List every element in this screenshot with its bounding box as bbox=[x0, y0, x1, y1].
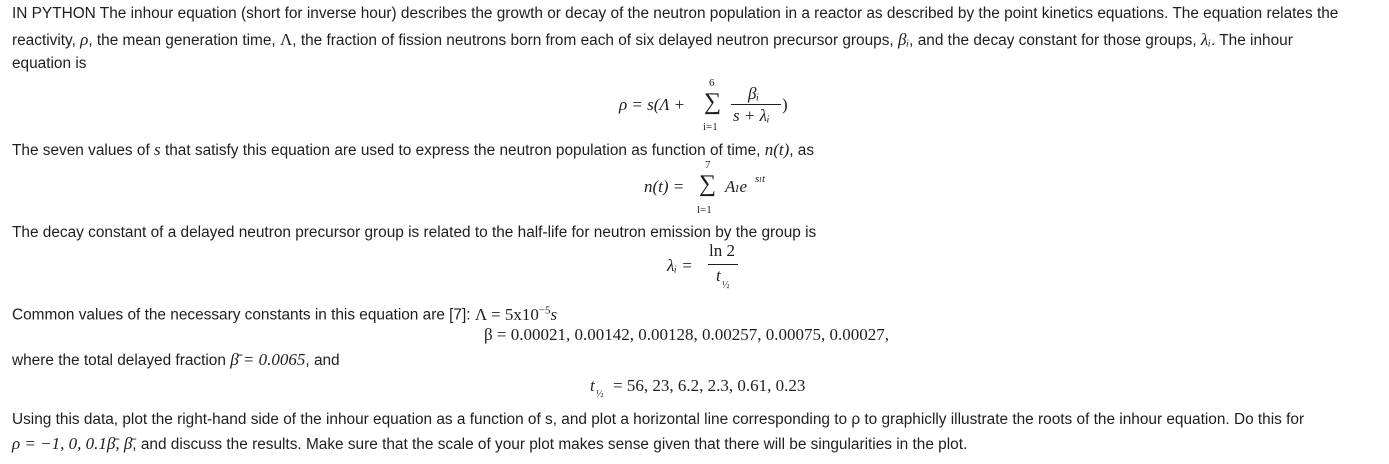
sum-symbol: ∑ bbox=[699, 171, 717, 197]
decay-intro: The decay constant of a delayed neutron precursor group is related to the half-life for neutron emission by the group is bbox=[12, 224, 817, 241]
half-life-values: = 56, 23, 6.2, 2.3, 0.61, 0.23 bbox=[613, 376, 806, 395]
beta-values: β = 0.00021, 0.00142, 0.00128, 0.00257, 0.00075, 0.00027, bbox=[484, 325, 889, 344]
population-intro: The seven values of s that satisfy this equation are used to express the neutron population as function of time, n(t), as bbox=[12, 140, 815, 159]
inhour-fraction-bar bbox=[731, 104, 781, 105]
intro-line-3: equation is bbox=[12, 55, 87, 72]
decay-numerator: ln 2 bbox=[709, 241, 735, 260]
task-line-2: ρ = −1, 0, 0.1β̄, β̄, and discuss the results. Make sure that the scale of your plot makes sense given that there will be singularities in the plot. bbox=[12, 434, 968, 453]
decay-lhs: λᵢ = bbox=[667, 256, 693, 275]
total-fraction-line: where the total delayed fraction β̄ = 0.0065, and bbox=[12, 350, 340, 369]
inhour-denominator: s + λᵢ bbox=[733, 106, 770, 125]
constants-line: Common values of the necessary constants in this equation are [7]: $\Lambda = 5x10^{-5}s$ bbox=[12, 304, 558, 324]
decay-fraction-bar bbox=[708, 264, 738, 265]
decay-denominator-sub: ½ bbox=[722, 280, 730, 291]
inhour-lhs: ρ = s(Λ + bbox=[619, 95, 686, 114]
half-life-subscript: ½ bbox=[596, 389, 604, 400]
decay-denominator: t bbox=[716, 266, 721, 285]
half-life-symbol: t bbox=[590, 376, 595, 395]
intro-line-1: IN PYTHON The inhour equation (short for inverse hour) describes the growth or decay of the neutron population in a reactor as described by the point kinetics equations. The equation relates the bbox=[12, 5, 1339, 22]
sum-lower-limit: l=1 bbox=[697, 204, 712, 216]
sum-lower-limit: i=1 bbox=[703, 121, 718, 133]
population-lhs: n(t) = bbox=[644, 177, 685, 196]
task-line-1: Using this data, plot the right-hand side of the inhour equation as a function of s, and plot a horizontal line corresponding to ρ to graphiclly illustrate the roots of the inhour equation. Do this for bbox=[12, 411, 1305, 428]
sum-symbol: ∑ bbox=[704, 89, 722, 115]
population-exponent: sₗt bbox=[755, 173, 766, 185]
inhour-numerator: βᵢ bbox=[748, 84, 760, 103]
sum-upper-limit: 6 bbox=[709, 77, 715, 89]
population-term: Aₗe bbox=[725, 177, 748, 196]
inhour-close-paren: ) bbox=[782, 95, 788, 114]
sum-upper-limit: 7 bbox=[705, 159, 711, 171]
intro-line-2: reactivity, ρ, the mean generation time, Λ, the fraction of fission neutrons born from each of six delayed neutron precursor groups, βᵢ, and the decay constant for those groups, λᵢ. The inhour bbox=[12, 30, 1293, 49]
